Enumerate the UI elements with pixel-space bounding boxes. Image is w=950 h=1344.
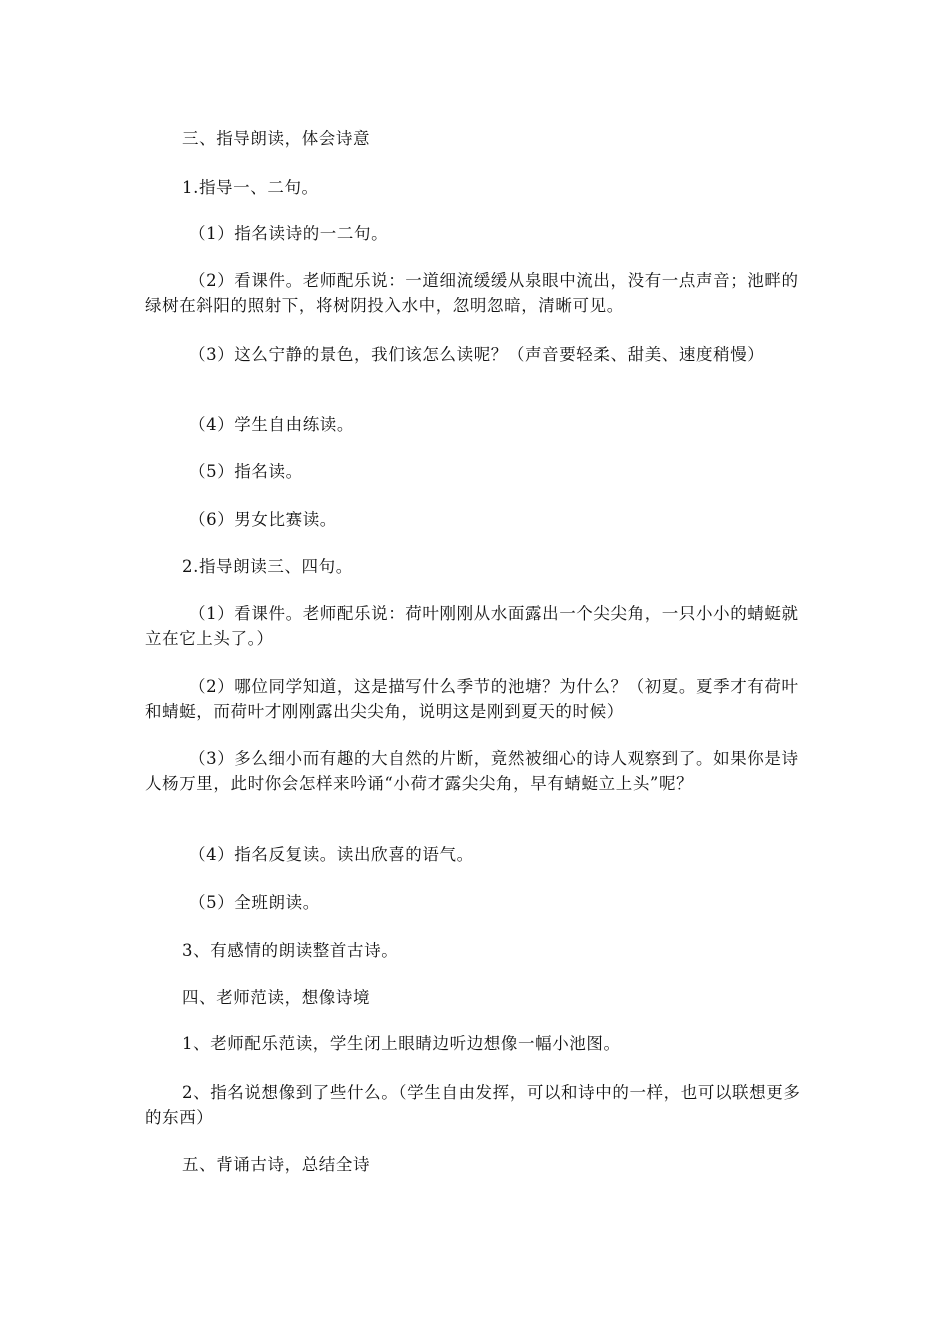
sub-step-1-5: （5）指名读。	[189, 462, 303, 481]
model-reading-step-1: 1、老师配乐范读，学生闭上眼睛边听边想像一幅小池图。	[182, 1034, 621, 1053]
sub-step-1-4: （4）学生自由练读。	[189, 415, 354, 434]
sub-step-2-4: （4）指名反复读。读出欣喜的语气。	[189, 845, 474, 864]
section-heading-model-reading: 四、老师范读，想像诗境	[182, 988, 371, 1007]
step-heading-lines-1-2: 1.指导一、二句。	[182, 178, 319, 197]
sub-step-1-6: （6）男女比赛读。	[189, 510, 337, 529]
sub-step-1-2: （2）看课件。老师配乐说：一道细流缓缓从泉眼中流出，没有一点声音；池畔的绿树在斜阳的照射下，将树阴投入水中，忽明忽暗，清晰可见。	[145, 271, 799, 315]
model-reading-step-2: 2、指名说想像到了些什么。（学生自由发挥，可以和诗中的一样，也可以联想更多的东西）	[145, 1083, 801, 1127]
step-heading-lines-3-4: 2.指导朗读三、四句。	[182, 557, 353, 576]
sub-step-2-3: （3）多么细小而有趣的大自然的片断，竟然被细心的诗人观察到了。如果你是诗人杨万里，此时你会怎样来吟诵“小荷才露尖尖角，早有蜻蜓立上头”呢？	[145, 749, 799, 793]
sub-step-1-1: （1）指名读诗的一二句。	[189, 224, 389, 243]
step-heading-whole-poem: 3、有感情的朗读整首古诗。	[182, 941, 399, 960]
sub-step-2-5: （5）全班朗读。	[189, 893, 320, 912]
sub-step-2-1: （1）看课件。老师配乐说：荷叶刚刚从水面露出一个尖尖角，一只小小的蜻蜓就立在它上头了。）	[145, 604, 799, 648]
section-heading-recite: 五、背诵古诗，总结全诗	[182, 1155, 371, 1174]
sub-step-2-2: （2）哪位同学知道，这是描写什么季节的池塘？为什么？（初夏。夏季才有荷叶和蜻蜓，而荷叶才刚刚露出尖尖角，说明这是刚到夏天的时候）	[145, 677, 799, 721]
sub-step-1-3: （3）这么宁静的景色，我们该怎么读呢？（声音要轻柔、甜美、速度稍慢）	[189, 345, 765, 364]
section-heading-guided-reading: 三、指导朗读，体会诗意	[182, 129, 371, 148]
